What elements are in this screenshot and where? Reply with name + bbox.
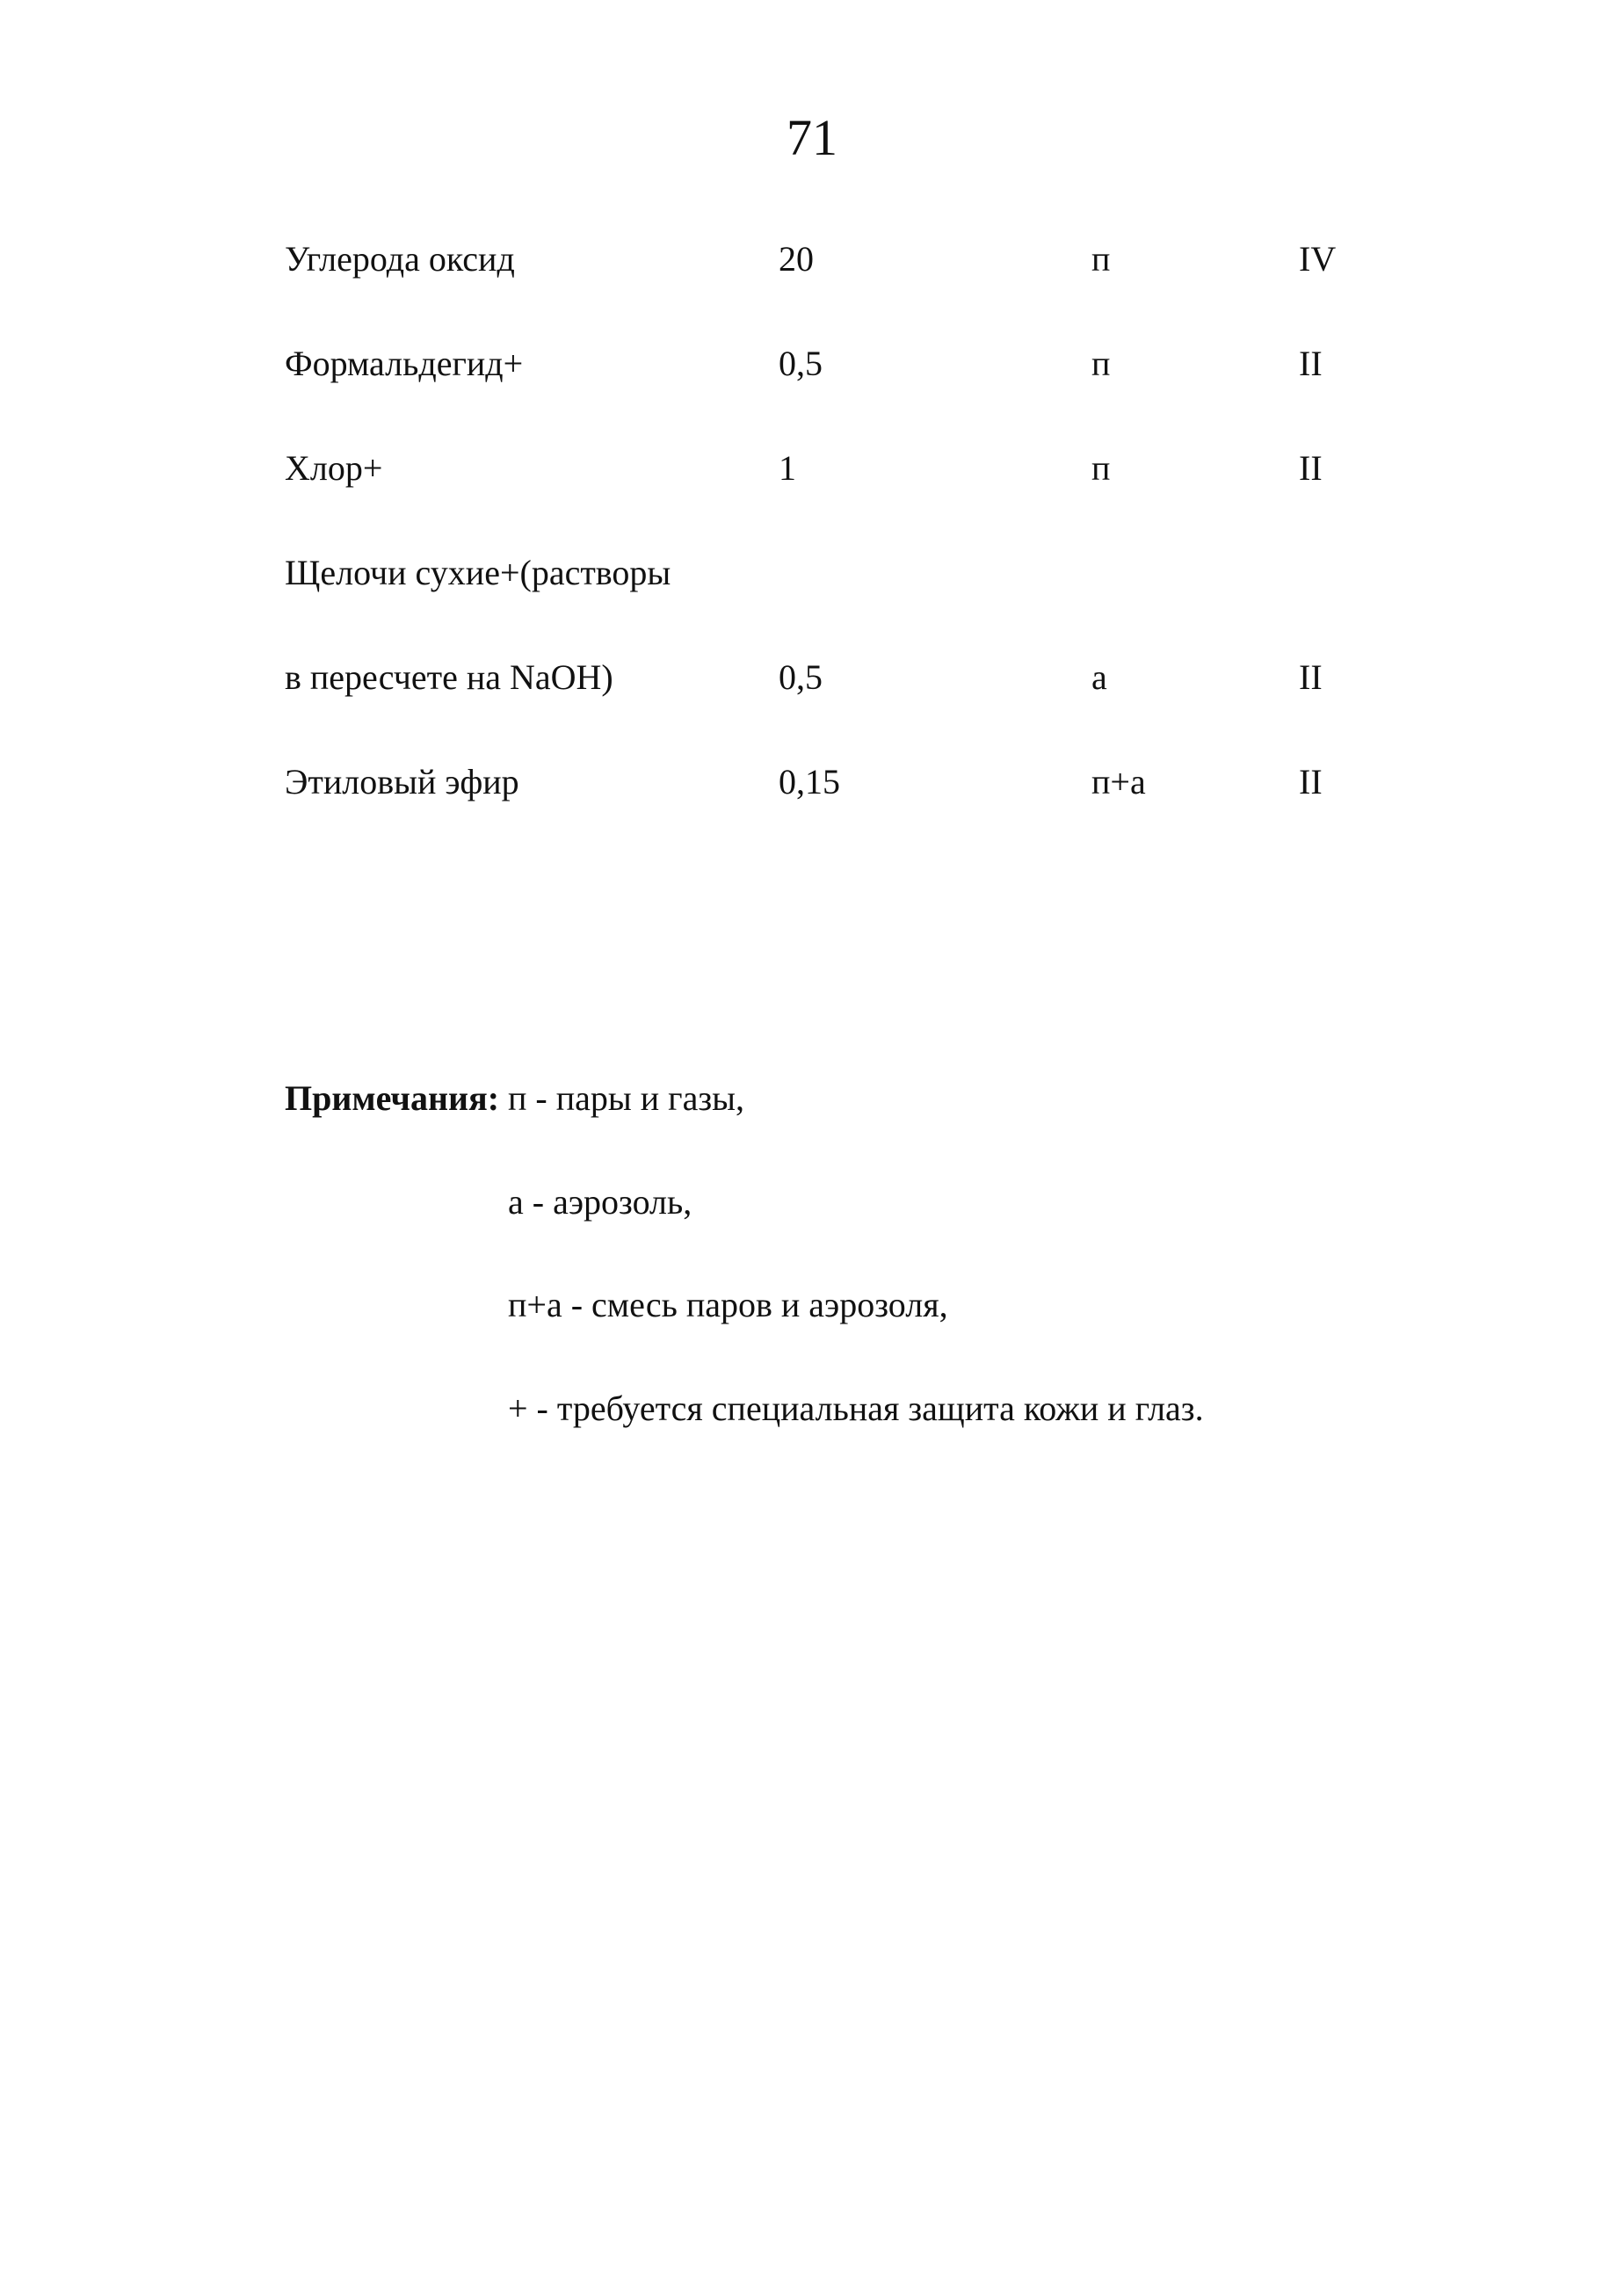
notes-heading: Примечания: (285, 1078, 500, 1118)
table-row (0, 442, 1624, 495)
limit-value: 20 (779, 239, 814, 279)
limit-value: 0,15 (779, 762, 840, 801)
limit-value: 1 (779, 448, 796, 488)
note-item: + - требуется специальная защита кожи и глаз. (508, 1389, 1204, 1428)
table-row (0, 756, 1624, 809)
page-number: 71 (787, 109, 837, 166)
limit-value: 0,5 (779, 657, 823, 697)
table-row (0, 233, 1624, 286)
hazard-class: II (1299, 657, 1323, 697)
note-item: а - аэрозоль, (508, 1182, 692, 1222)
aggregate-state: а (1091, 657, 1107, 697)
hazard-class: II (1299, 344, 1323, 383)
aggregate-state: п+а (1091, 762, 1146, 801)
substance-name: Углерода оксид (285, 239, 515, 279)
table-row (0, 337, 1624, 390)
substance-name: Хлор+ (285, 448, 383, 488)
aggregate-state: п (1091, 239, 1111, 279)
table-row (0, 547, 1624, 599)
hazard-class: II (1299, 762, 1323, 801)
limit-value: 0,5 (779, 344, 823, 383)
hazard-class: II (1299, 448, 1323, 488)
substance-name: Этиловый эфир (285, 762, 519, 801)
note-item: п+а - смесь паров и аэрозоля, (508, 1285, 948, 1324)
table-row (0, 651, 1624, 704)
substance-name: в пересчете на NaOH) (285, 657, 613, 697)
aggregate-state: п (1091, 344, 1111, 383)
note-item: п - пары и газы, (508, 1078, 745, 1118)
substance-name: Щелочи сухие+(растворы (285, 553, 671, 592)
substance-name: Формальдегид+ (285, 344, 524, 383)
aggregate-state: п (1091, 448, 1111, 488)
hazard-class: IV (1299, 239, 1337, 279)
